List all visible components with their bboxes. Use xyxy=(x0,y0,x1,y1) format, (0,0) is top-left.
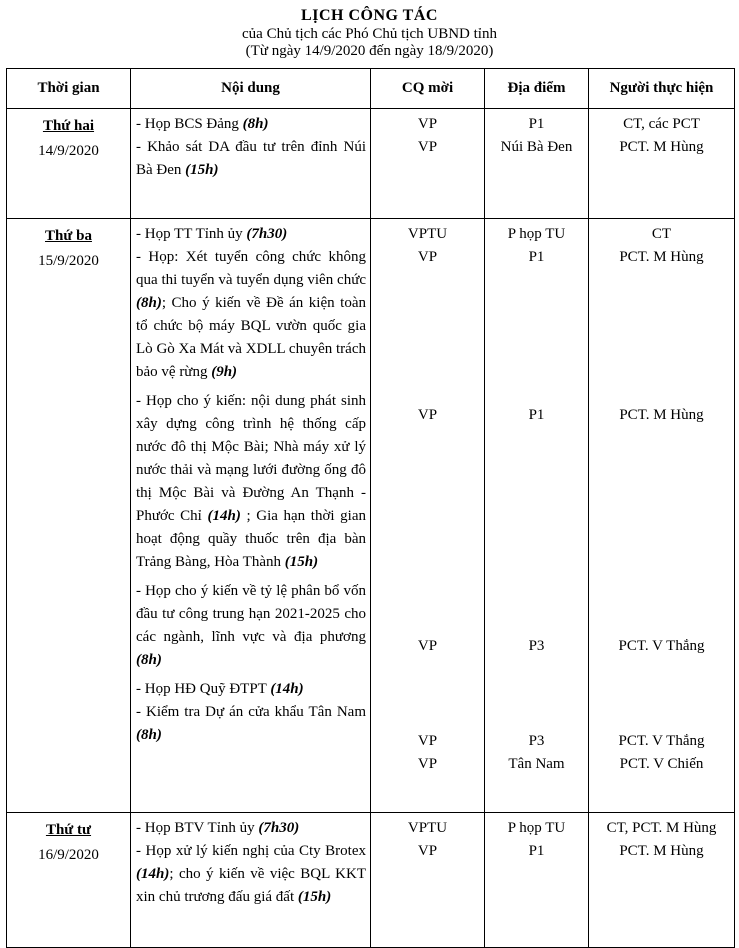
schedule-item: - Họp cho ý kiến về tỷ lệ phân bổ vốn đầu tư công trung hạn 2021-2025 cho các ngành, lĩnh vực và địa phương (8h) xyxy=(136,583,366,668)
performer-cell: CT PCT. M Hùng PCT. M Hùng PCT. V Thắng PCT. V Thắng PCT. V Chiến xyxy=(589,219,735,813)
col-header-performer: Người thực hiện xyxy=(589,69,735,109)
schedule-date-range: (Từ ngày 14/9/2020 đến ngày 18/9/2020) xyxy=(245,43,494,59)
content-cell xyxy=(131,109,371,219)
location-cell: P1 Núi Bà Đen xyxy=(485,109,589,219)
col-header-time: Thời gian xyxy=(7,69,131,109)
col-header-content: Nội dung xyxy=(131,69,371,109)
schedule-item: - Họp: Xét tuyển công chức không qua thi tuyển và tuyển dụng viên chức (8h); Cho ý kiến về Đề án kiện toàn tổ chức bộ máy BQL vườn quốc gia Lò Gò Xa Mát và XDLL chuyên trách bảo vệ rừng (9h) xyxy=(136,249,366,380)
schedule-item: - Họp TT Tỉnh ủy (7h30) xyxy=(136,226,288,242)
schedule-item: - Kiểm tra Dự án cửa khẩu Tân Nam (8h) xyxy=(136,704,366,743)
content-cell xyxy=(131,219,371,813)
day-name: Thứ hai xyxy=(42,118,95,134)
table-header-row xyxy=(7,69,735,109)
day-date: 15/9/2020 xyxy=(38,253,99,269)
location-cell: P họp TU P1 P1 P3 P3 Tân Nam xyxy=(485,219,589,813)
day-row-wednesday xyxy=(7,813,735,948)
col-header-location: Địa điểm xyxy=(485,69,589,109)
content-cell xyxy=(131,813,371,948)
agency-cell: VP VP xyxy=(371,109,485,219)
schedule-item: - Họp HĐ Quỹ ĐTPT (14h) xyxy=(136,681,304,697)
day-name: Thứ tư xyxy=(45,822,92,838)
day-cell xyxy=(7,813,131,948)
schedule-item: - Họp BTV Tỉnh ủy (7h30) xyxy=(136,820,300,836)
agency-cell: VPTU VP VP VP VP VP xyxy=(371,219,485,813)
schedule-item: - Họp cho ý kiến: nội dung phát sinh xây dựng công trình hệ thống cấp nước đô thị Mộc Bài; Nhà máy xử lý nước thải và mạng lưới đường ống đô thị Mộc Bài và Đường An Thạnh - Phước Chỉ (14h) ; Gia hạn thời gian hoạt động quầy thuốc trên địa bàn Trảng Bàng, Hòa Thành (15h) xyxy=(136,393,367,570)
day-cell xyxy=(7,219,131,813)
location-cell: P họp TU P1 xyxy=(485,813,589,948)
schedule-item: - Khảo sát DA đầu tư trên đỉnh Núi Bà Đen (15h) xyxy=(136,139,366,178)
schedule-subtitle: của Chủ tịch các Phó Chủ tịch UBND tỉnh xyxy=(242,26,497,42)
schedule-title: LỊCH CÔNG TÁC xyxy=(301,7,438,24)
day-cell xyxy=(7,109,131,219)
document-header xyxy=(0,0,739,60)
day-date: 14/9/2020 xyxy=(38,143,99,159)
performer-cell: CT, các PCT PCT. M Hùng xyxy=(589,109,735,219)
schedule-item: - Họp xử lý kiến nghị của Cty Brotex (14h); cho ý kiến về việc BQL KKT xin chủ trương đấu giá đất (15h) xyxy=(136,843,366,905)
day-name: Thứ ba xyxy=(45,228,92,244)
schedule-table xyxy=(6,68,735,948)
agency-cell: VPTU VP xyxy=(371,813,485,948)
col-header-inviting-agency: CQ mời xyxy=(371,69,485,109)
day-row-monday xyxy=(7,109,735,219)
performer-cell: CT, PCT. M Hùng PCT. M Hùng xyxy=(589,813,735,948)
day-row-tuesday xyxy=(7,219,735,813)
day-date: 16/9/2020 xyxy=(38,847,99,863)
schedule-item: - Họp BCS Đảng (8h) xyxy=(136,116,269,132)
